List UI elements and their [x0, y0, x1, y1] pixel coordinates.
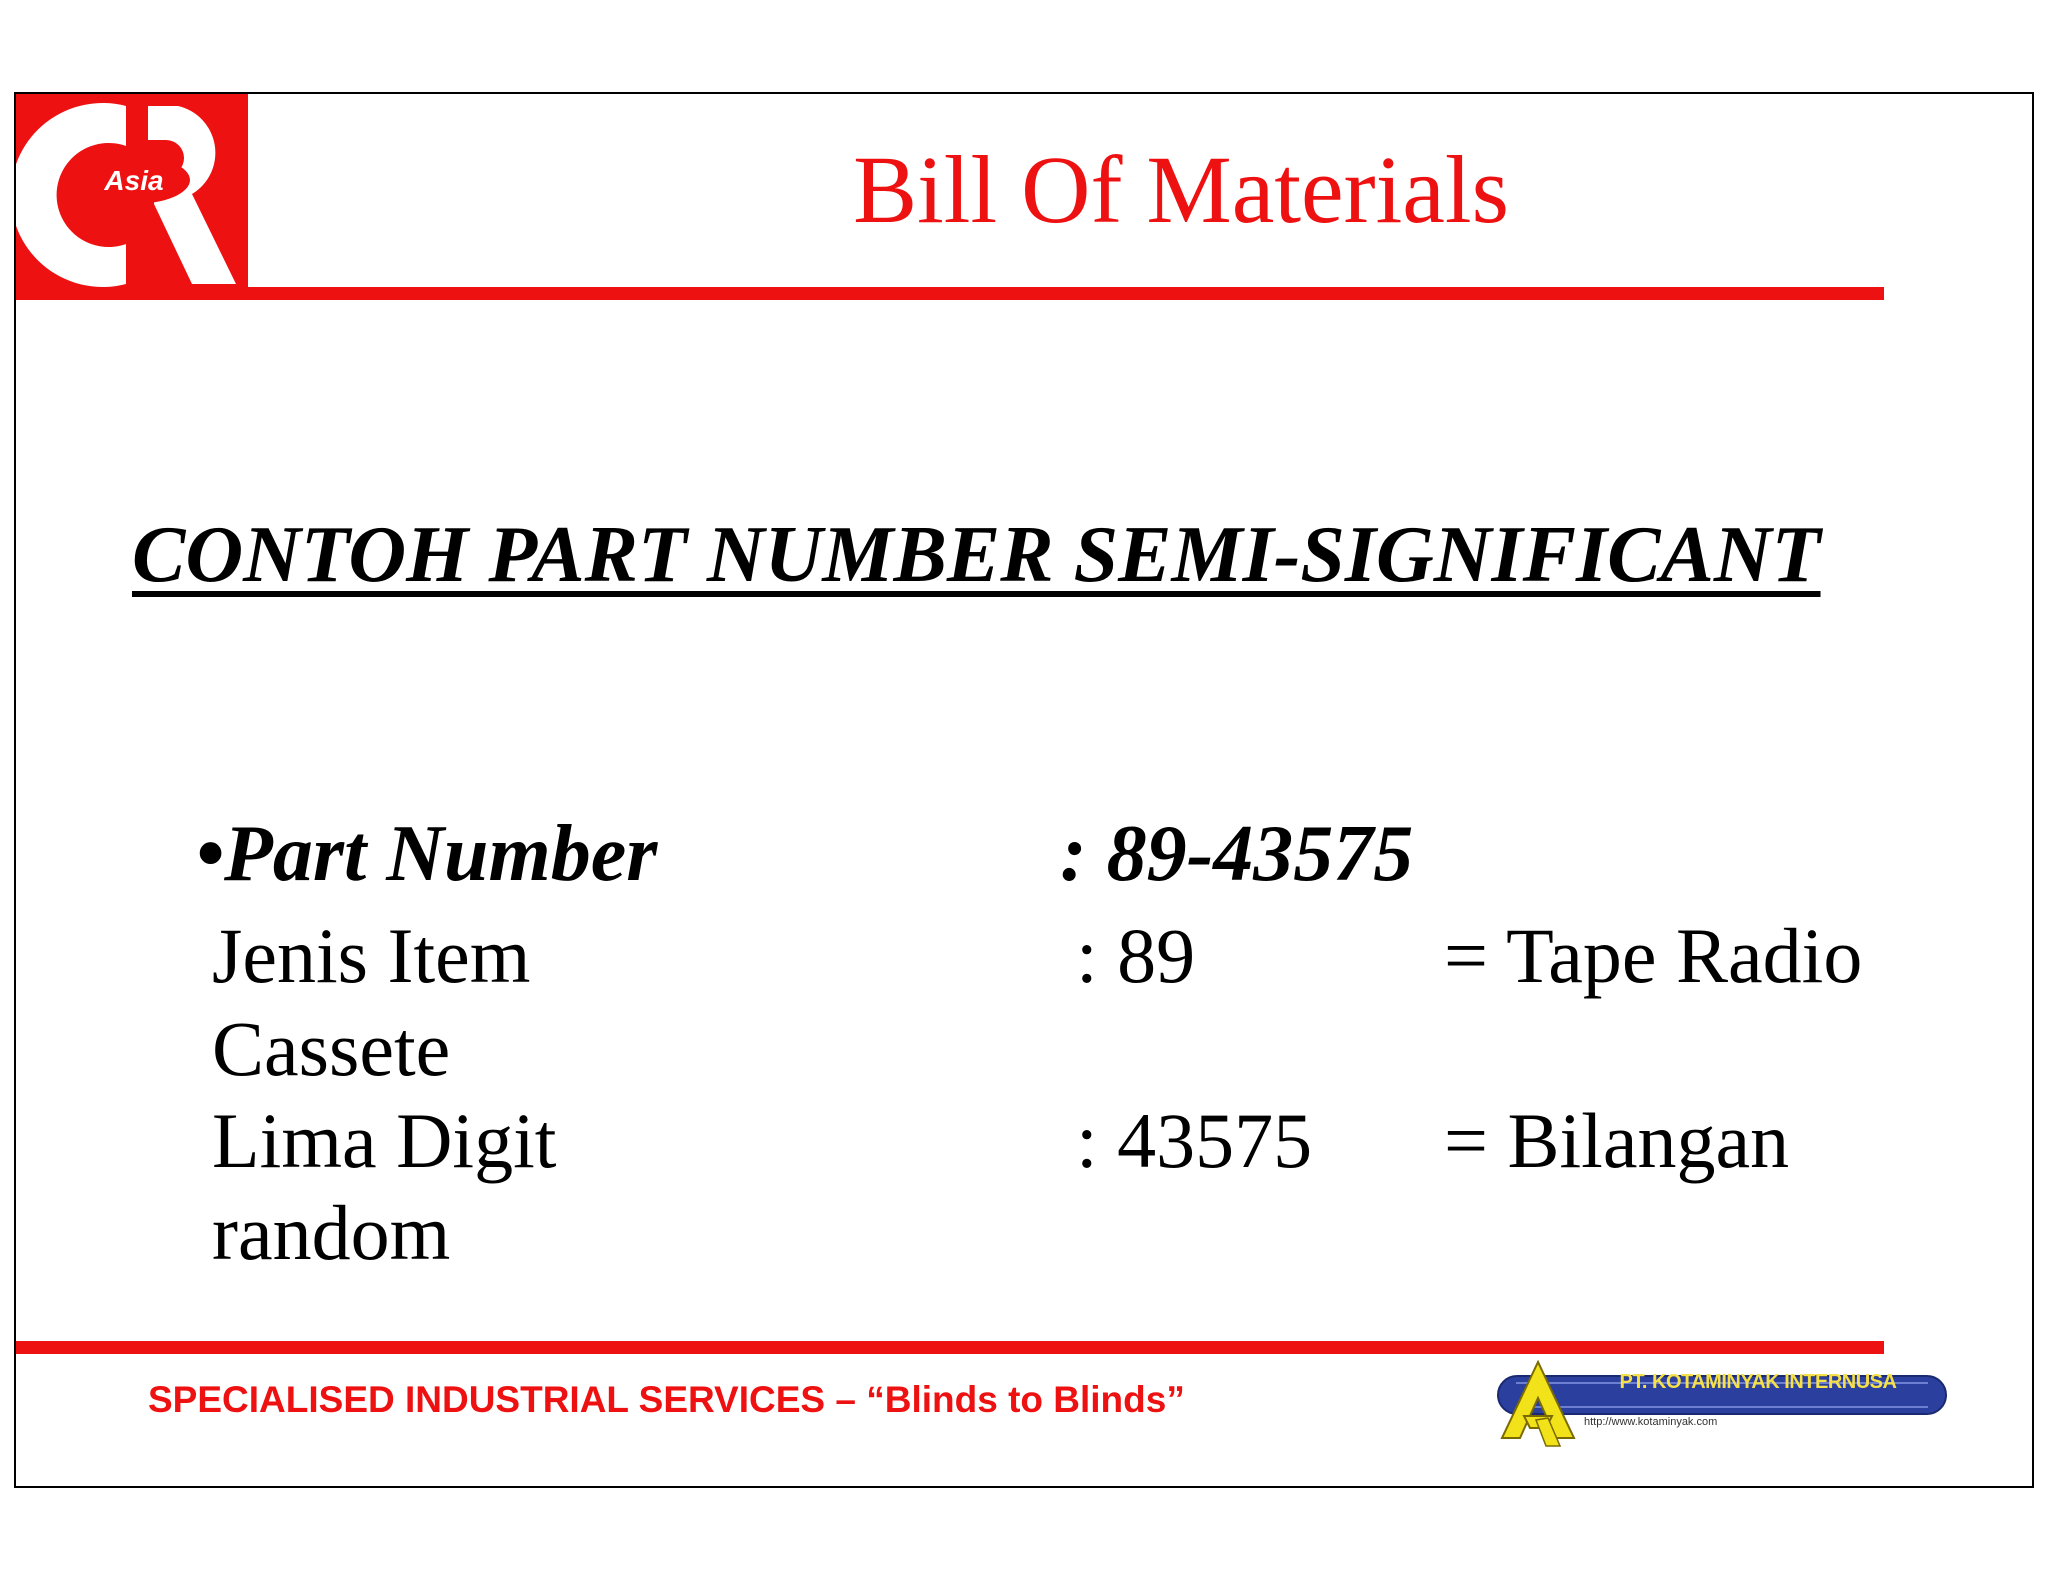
lima-digit-label: Lima Digit — [212, 1097, 557, 1184]
lima-digit-desc: = Bilangan — [1444, 1097, 1790, 1184]
jenis-item-desc: = Tape Radio — [1444, 912, 1863, 999]
company-logo — [1476, 1358, 1956, 1454]
jenis-item-desc-cont: Cassete — [212, 1005, 451, 1092]
header-divider — [16, 287, 1884, 300]
slide — [14, 92, 2034, 1488]
part-number-value: : 89-43575 — [1060, 810, 1414, 898]
lima-digit-desc-cont: random — [212, 1189, 451, 1276]
logo-text: Asia — [104, 165, 164, 196]
footer-divider — [16, 1341, 1884, 1354]
company-name: PT. KOTAMINYAK INTERNUSA — [1619, 1371, 1897, 1393]
part-number-label: •Part Number — [196, 810, 658, 898]
jenis-item-value: : 89 — [1076, 912, 1196, 999]
section-heading: CONTOH PART NUMBER SEMI-SIGNIFICANT — [132, 511, 1821, 599]
lima-digit-value: : 43575 — [1076, 1097, 1313, 1184]
footer-tagline: SPECIALISED INDUSTRIAL SERVICES – “Blinds to Blinds” — [148, 1379, 1185, 1420]
page-title: Bill Of Materials — [853, 136, 1509, 243]
jenis-item-label: Jenis Item — [212, 912, 531, 999]
company-url: http://www.kotaminyak.com — [1584, 1416, 1718, 1428]
